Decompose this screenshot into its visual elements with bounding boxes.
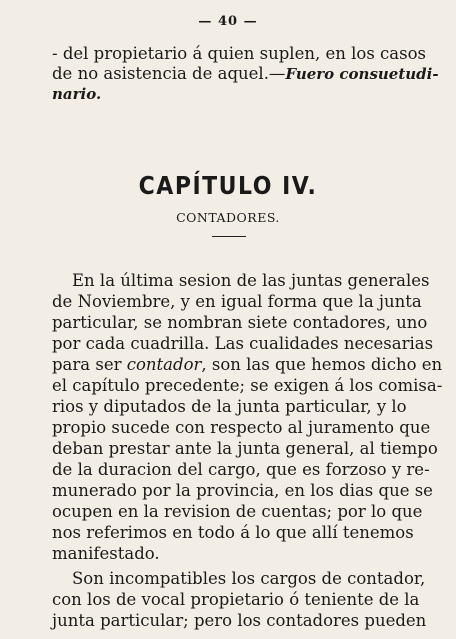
text-line: rios y diputados de la junta particular, y lo <box>52 397 407 416</box>
text-line <box>52 84 392 104</box>
text-line: manifestado. <box>52 544 160 563</box>
source-citation-end: nario. <box>52 85 102 103</box>
text-line: Son incompatibles los cargos de contador, <box>72 569 426 588</box>
chapter-title: CAPÍTULO IV. <box>138 172 318 201</box>
page-number: — 40 — <box>198 14 258 29</box>
text-line: por cada cuadrilla. Las cualidades necesarias <box>52 334 434 353</box>
divider <box>212 236 246 237</box>
text-line: de la duracion del cargo, que es forzoso y re- <box>52 460 430 479</box>
text-fragment: de no asistencia de aquel.— <box>52 64 286 83</box>
emphasis: contador <box>126 355 202 374</box>
text-line: deban prestar ante la junta general, al tiempo <box>52 439 438 458</box>
text-line: ocupen en la revision de cuentas; por lo que <box>52 502 423 521</box>
text-line: nos referimos en todo á lo que allí tenemos <box>52 523 414 542</box>
text-line: - del propietario á quien suplen, en los casos <box>52 44 426 63</box>
text-line: munerado por la provincia, en los dias que se <box>52 481 433 500</box>
section-title: CONTADORES. <box>176 210 280 225</box>
text-line: de Noviembre, y en igual forma que la junta <box>52 292 422 311</box>
text-line: junta particular; pero los contadores pueden <box>52 611 427 630</box>
source-citation: Fuero consuetudi- <box>285 65 439 83</box>
text-fragment: , son las que hemos dicho en <box>201 355 443 374</box>
text-line: con los de vocal propietario ó teniente de la <box>52 590 420 609</box>
text-fragment: para ser <box>52 355 127 374</box>
text-line: el capítulo precedente; se exigen á los comisa- <box>52 376 443 395</box>
text-line: En la última sesion de las juntas generales <box>72 271 430 290</box>
text-line: propio sucede con respecto al juramento que <box>52 418 431 437</box>
text-line <box>52 355 443 375</box>
text-line: particular, se nombran siete contadores, uno <box>52 313 428 332</box>
text-line <box>52 64 439 84</box>
